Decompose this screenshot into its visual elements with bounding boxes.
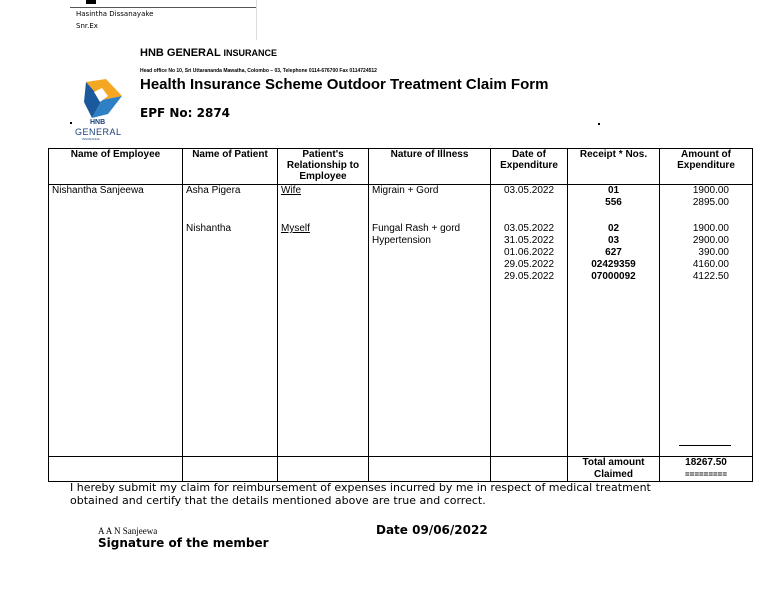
receipt-1: 01 bbox=[607, 185, 620, 196]
col-header-relationship: Patient's Relationship to Employee bbox=[278, 149, 369, 185]
col-header-employee: Name of Employee bbox=[49, 149, 183, 185]
amount-2: 2895.00 bbox=[692, 197, 729, 208]
col-header-receipt: Receipt * Nos. bbox=[568, 149, 660, 185]
table-header-row bbox=[49, 149, 753, 185]
date-6: 29.05.2022 bbox=[503, 271, 555, 282]
dot-mark-right bbox=[598, 123, 600, 125]
brand-main: HNB GENERAL bbox=[140, 47, 221, 59]
signature-label: Signature of the member bbox=[98, 536, 269, 550]
receipt-3: 02 bbox=[607, 223, 620, 234]
col-header-patient: Name of Patient bbox=[183, 149, 278, 185]
patient-name-1: Asha Pigera bbox=[186, 185, 241, 196]
head-office-address: Head office No 10, Sri Uttarananda Mawatha, Colombo – 03, Telephone 0114-676700 Fax 0114724512 bbox=[140, 68, 377, 74]
stamp-name: Hasintha Dissanayake bbox=[76, 10, 154, 18]
receipt-5: 627 bbox=[605, 247, 622, 258]
total-empty-1 bbox=[49, 457, 183, 482]
date-4: 01.06.2022 bbox=[503, 247, 555, 258]
illness-3: Hypertension bbox=[372, 235, 431, 246]
claim-table bbox=[48, 148, 753, 482]
brand-name bbox=[140, 47, 277, 59]
declaration-line-1: I hereby submit my claim for reimbursement of expenses incurred by me in respect of medical treatment bbox=[70, 481, 651, 494]
illness-1: Migrain + Gord bbox=[372, 185, 439, 196]
employee-name: Nishantha Sanjeewa bbox=[52, 185, 144, 196]
date-2: 03.05.2022 bbox=[503, 223, 555, 234]
amount-5: 390.00 bbox=[698, 247, 729, 258]
receipt-6: 02429359 bbox=[591, 259, 636, 270]
date-3: 31.05.2022 bbox=[503, 235, 555, 246]
declaration-text bbox=[70, 481, 750, 507]
amount-7: 4122.50 bbox=[692, 271, 729, 282]
receipt-cell bbox=[568, 185, 660, 457]
amount-1: 1900.00 bbox=[692, 185, 729, 196]
total-label: Total amount Claimed bbox=[568, 457, 660, 482]
top-stamp bbox=[70, 0, 256, 40]
declaration-line-2: obtained and certify that the details mentioned above are true and correct. bbox=[70, 494, 486, 507]
dot-mark-left bbox=[70, 122, 72, 124]
logo-text-hnb: HNB bbox=[90, 119, 106, 126]
stamp-edge bbox=[256, 0, 257, 40]
patient-name-2: Nishantha bbox=[186, 223, 232, 234]
logo-text-insurance: INSURANCE bbox=[82, 137, 100, 141]
illness-cell bbox=[369, 185, 491, 457]
col-header-amount: Amount of Expenditure bbox=[660, 149, 753, 185]
subtotal-rule bbox=[679, 445, 731, 446]
table-row bbox=[49, 185, 753, 457]
col-header-illness: Nature of Illness bbox=[369, 149, 491, 185]
total-row bbox=[49, 457, 753, 482]
amount-6: 4160.00 bbox=[692, 259, 729, 270]
signer-name: A A N Sanjeewa bbox=[98, 526, 158, 536]
brand-suffix: INSURANCE bbox=[223, 48, 278, 58]
relationship-2: Myself bbox=[281, 223, 310, 234]
total-double-rule: ========= bbox=[684, 470, 728, 479]
amount-3: 1900.00 bbox=[692, 223, 729, 234]
receipt-2: 556 bbox=[605, 197, 622, 208]
stamp-rule bbox=[70, 7, 256, 8]
stamp-mark bbox=[86, 0, 96, 4]
total-empty-4 bbox=[369, 457, 491, 482]
logo-emblem-icon bbox=[72, 78, 134, 122]
employee-cell bbox=[49, 185, 183, 457]
date-5: 29.05.2022 bbox=[503, 259, 555, 270]
illness-2: Fungal Rash + gord bbox=[372, 223, 461, 234]
col-header-date: Date of Expenditure bbox=[491, 149, 568, 185]
logo-text-general: GENERAL bbox=[75, 127, 122, 137]
stamp-designation: Snr.Ex bbox=[76, 22, 98, 30]
receipt-4: 03 bbox=[607, 235, 620, 246]
relationship-1: Wife bbox=[281, 185, 301, 196]
company-logo bbox=[72, 78, 134, 142]
total-empty-5 bbox=[491, 457, 568, 482]
patient-cell bbox=[183, 185, 278, 457]
amount-cell bbox=[660, 185, 753, 457]
amount-4: 2900.00 bbox=[692, 235, 729, 246]
total-amount: 18267.50 bbox=[685, 457, 727, 468]
total-empty-3 bbox=[278, 457, 369, 482]
date-cell bbox=[491, 185, 568, 457]
date-1: 03.05.2022 bbox=[503, 185, 555, 196]
total-empty-2 bbox=[183, 457, 278, 482]
epf-number: EPF No: 2874 bbox=[140, 106, 231, 120]
total-amount-cell bbox=[660, 457, 753, 482]
relationship-cell bbox=[278, 185, 369, 457]
receipt-7: 07000092 bbox=[591, 271, 636, 282]
form-title: Health Insurance Scheme Outdoor Treatment Claim Form bbox=[140, 76, 549, 93]
claim-date: Date 09/06/2022 bbox=[376, 523, 488, 537]
